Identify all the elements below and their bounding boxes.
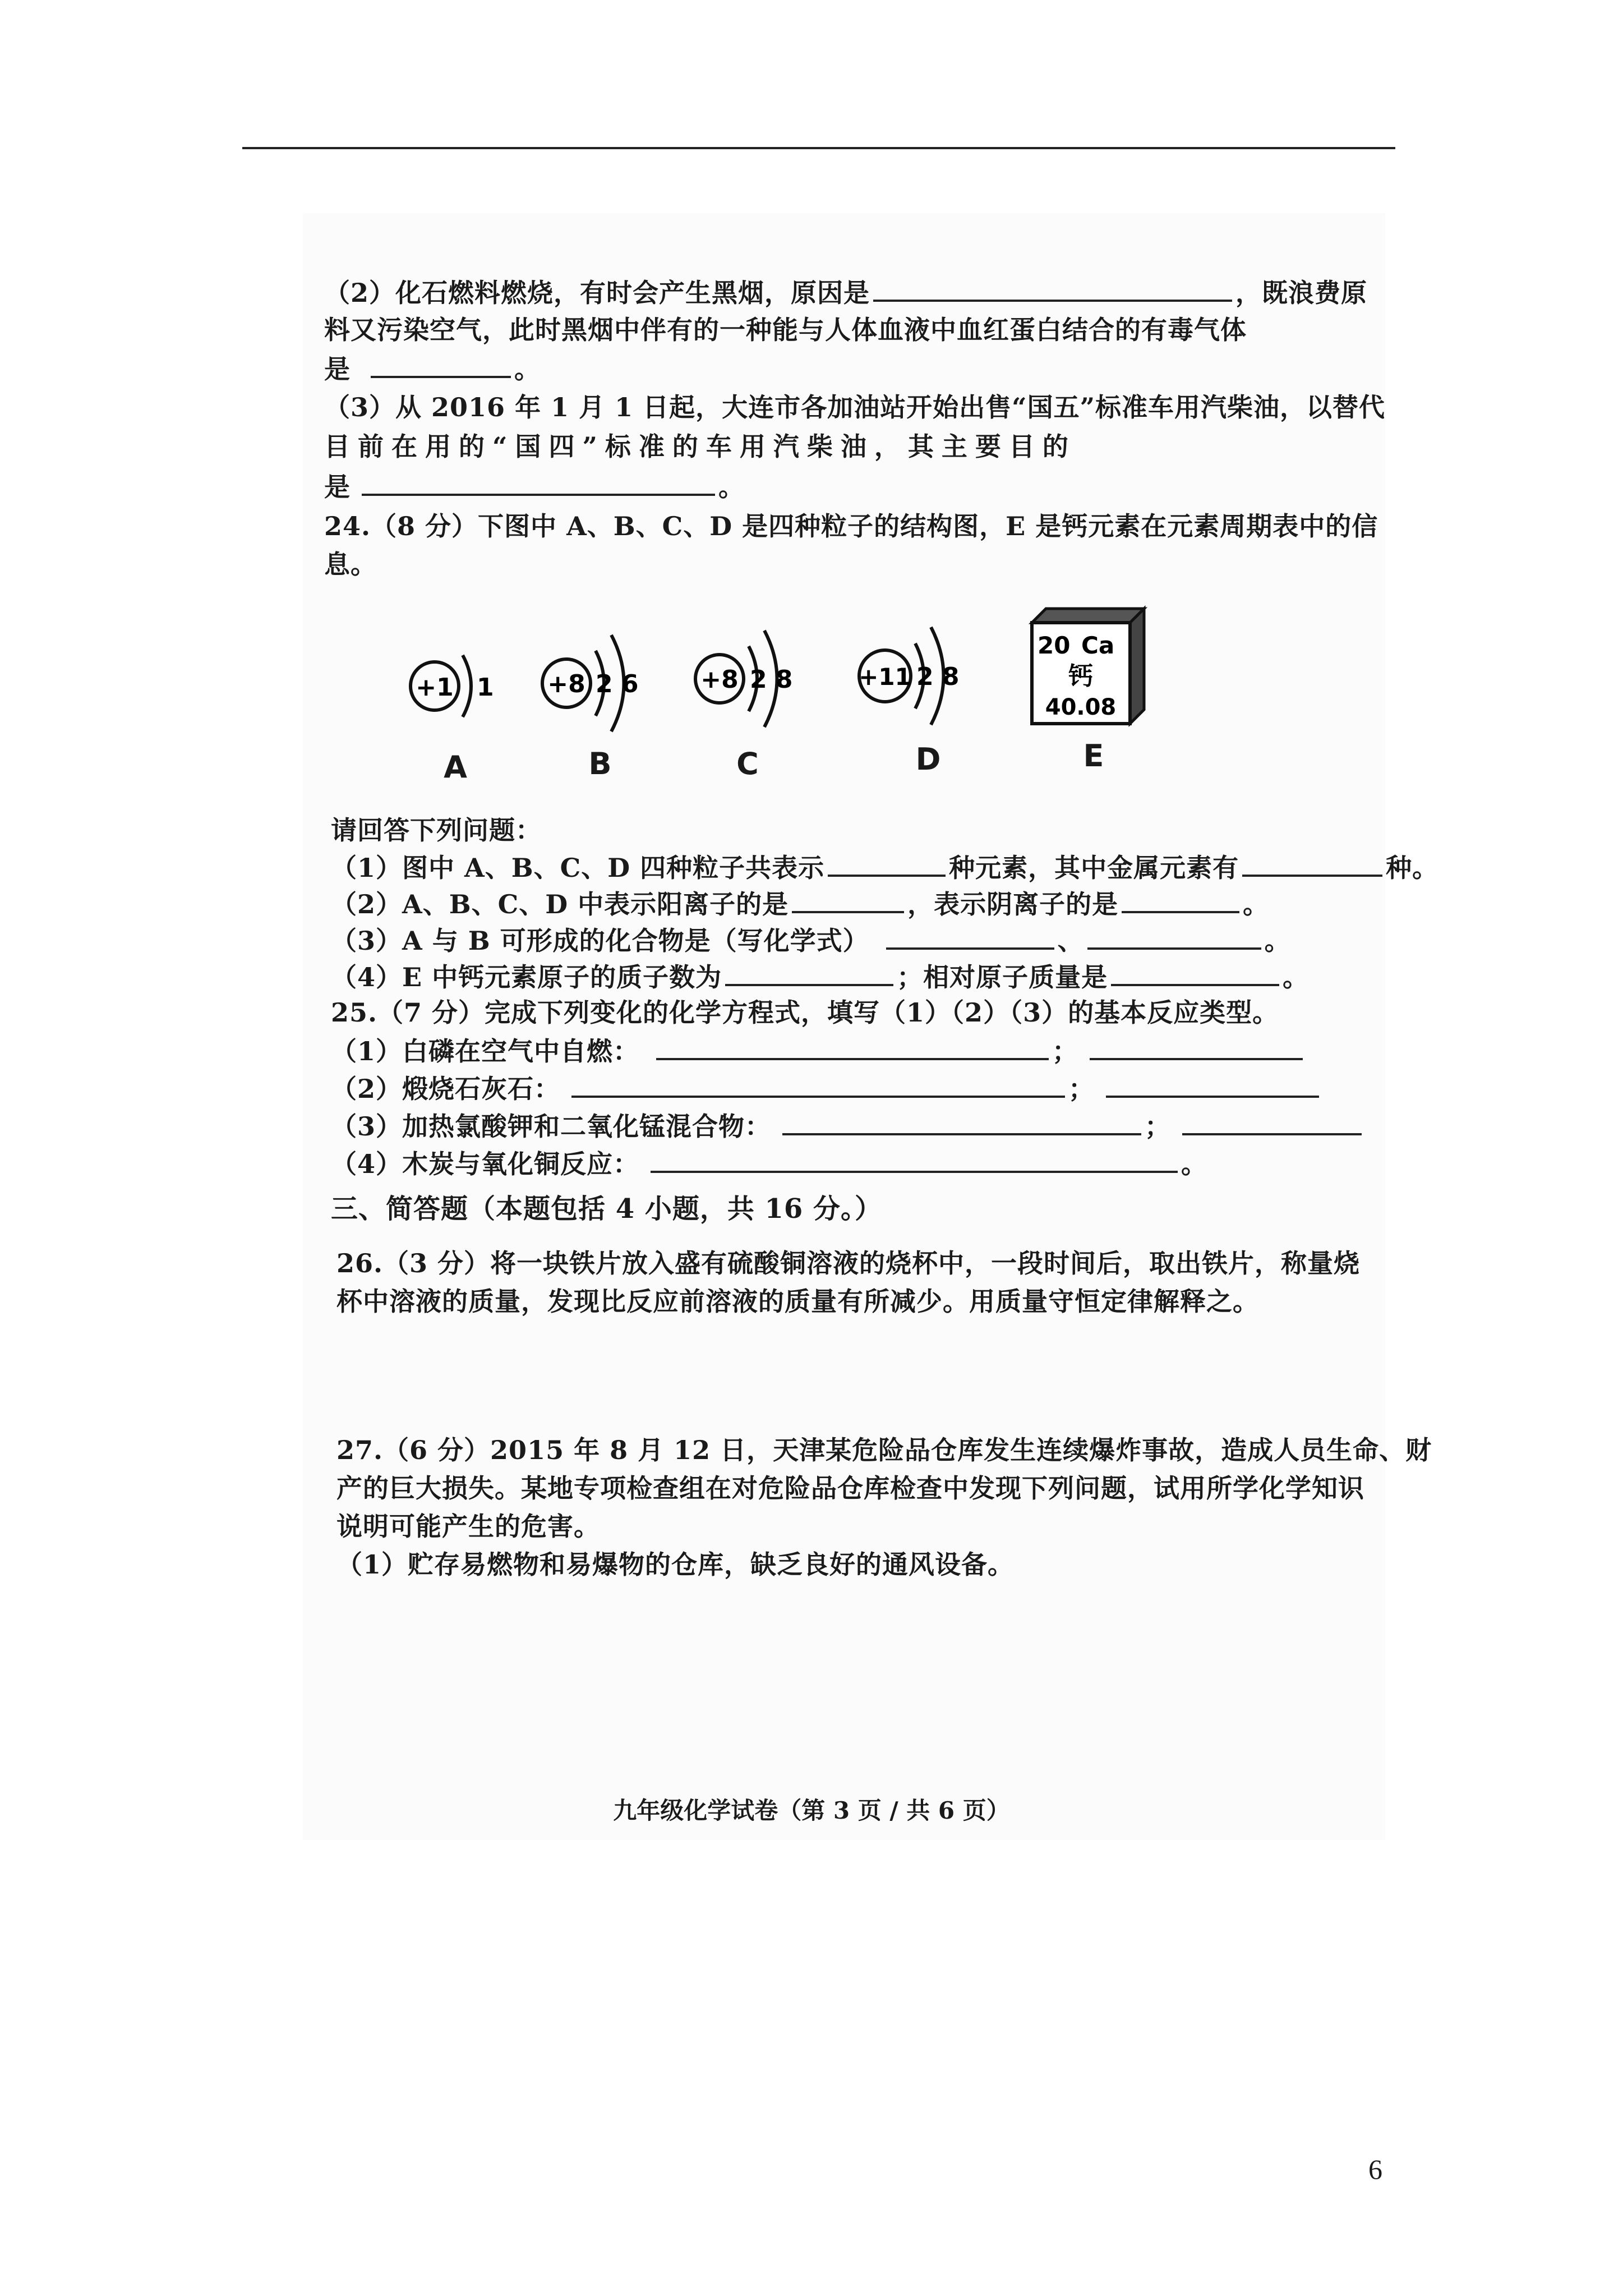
q27-line1: 27.（6 分）2015 年 8 月 12 日，天津某危险品仓库发生连续爆炸事故，造成人员生命、财 — [336, 1435, 1432, 1465]
q23-p2-line3: 是 。 — [324, 351, 541, 386]
q26-line2: 杯中溶液的质量，发现比反应前溶液的质量有所减少。用质量守恒定律解释之。 — [336, 1286, 1259, 1317]
q24-sub2: （2）A、B、C、D 中表示阳离子的是 ，表示阴离子的是 。 — [331, 886, 1269, 921]
label-d: D — [915, 742, 941, 777]
q24-intro-line2: 息。 — [324, 549, 377, 579]
element-atomic-number: 20 — [1038, 632, 1071, 659]
particle-a-electrons: 1 — [477, 673, 494, 702]
particle-b-nucleus: +8 — [547, 670, 585, 698]
label-e: E — [1083, 738, 1104, 774]
q25-intro: 25.（7 分）完成下列变化的化学方程式，填写（1）（2）（3）的基本反应类型。 — [331, 997, 1279, 1028]
element-mass: 40.08 — [1045, 694, 1117, 720]
element-symbol: Ca — [1081, 632, 1115, 659]
page-footer: 九年级化学试卷（第 3 页 / 共 6 页） — [613, 1797, 1010, 1824]
particle-c-nucleus: +8 — [700, 665, 739, 694]
q24-sub4: （4）E 中钙元素原子的质子数为 ；相对原子质量是 。 — [331, 959, 1309, 994]
element-cell-e — [1032, 609, 1144, 724]
section3-heading: 三、简答题（本题包括 4 小题，共 16 分。） — [331, 1193, 883, 1225]
q23-p3-line1: （3）从 2016 年 1 月 1 日起，大连市各加油站开始出售“国五”标准车用汽柴油，以替代 — [324, 392, 1386, 422]
q23-p2-line2: 料又污染空气，此时黑烟中伴有的一种能与人体血液中血红蛋白结合的有毒气体 — [324, 315, 1247, 345]
particle-a — [411, 655, 494, 717]
element-name: 钙 — [1068, 662, 1093, 691]
q24-sub1: （1）图中 A、B、C、D 四种粒子共表示 种元素，其中金属元素有 种。 — [331, 850, 1438, 885]
particle-b-electrons: 2 6 — [596, 670, 639, 698]
q27-line2: 产的巨大损失。某地专项检查组在对危险品仓库检查中发现下列问题，试用所学化学知识 — [336, 1473, 1364, 1503]
q25-item1: （1）白磷在空气中自燃： ； — [331, 1033, 1306, 1068]
particle-d — [859, 627, 959, 725]
label-c: C — [736, 746, 759, 781]
label-a: A — [444, 749, 467, 785]
q23-p2-line1: （2）化石燃料燃烧，有时会产生黑烟，原因是 ，既浪费原 — [324, 275, 1367, 310]
particle-d-nucleus: +11 — [859, 663, 911, 691]
q25-item4: （4）木炭与氧化铜反应： 。 — [331, 1146, 1207, 1181]
q23-p3-line3: 是 。 — [324, 469, 745, 504]
particle-c-electrons: 2 8 — [750, 665, 793, 694]
particle-d-electrons: 2 8 — [916, 662, 960, 691]
particle-c — [695, 631, 793, 727]
q26-line1: 26.（3 分）将一块铁片放入盛有硫酸铜溶液的烧杯中，一段时间后，取出铁片，称量烧 — [336, 1248, 1361, 1278]
q23-p3-line2: 目前在用的“国四”标准的车用汽柴油，其主要目的 — [324, 431, 1076, 462]
particle-b — [542, 635, 639, 731]
q27-item1: （1）贮存易燃物和易爆物的仓库，缺乏良好的通风设备。 — [336, 1549, 1015, 1580]
page-number: 6 — [1368, 2154, 1382, 2185]
q24-prompt: 请回答下列问题： — [331, 815, 542, 845]
q24-sub3: （3）A 与 B 可形成的化合物是（写化学式） 、 。 — [331, 923, 1291, 958]
q25-item3: （3）加热氯酸钾和二氧化锰混合物： ； — [331, 1108, 1365, 1143]
particle-diagrams — [0, 0, 1623, 797]
particle-a-nucleus: +1 — [416, 673, 454, 702]
q27-line3: 说明可能产生的危害。 — [336, 1511, 600, 1542]
label-b: B — [588, 746, 612, 781]
q25-item2: （2）煅烧石灰石： ； — [331, 1071, 1322, 1106]
q24-intro-line1: 24.（8 分）下图中 A、B、C、D 是四种粒子的结构图，E 是钙元素在元素周期表中的信 — [324, 511, 1378, 541]
